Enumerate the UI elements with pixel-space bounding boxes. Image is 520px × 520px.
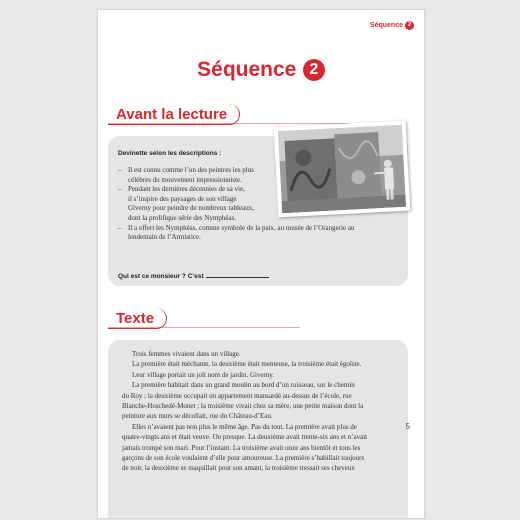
list-line: dont la prolifique série des Nymphéas. bbox=[128, 213, 237, 222]
corner-tag-label: Séquence bbox=[369, 22, 403, 29]
book-page bbox=[98, 10, 424, 518]
sequence-number-badge: 2 bbox=[303, 59, 325, 81]
text-line: garçons de son école voulaient d’elle pour amoureuse. La première s’habillait toujours bbox=[122, 454, 365, 463]
sequence-title-word: Séquence bbox=[197, 58, 297, 81]
riddle-question-text: Qui est ce monsieur ? C’est bbox=[118, 273, 204, 280]
story-text bbox=[122, 349, 400, 474]
section-heading-text: Avant la lecture bbox=[116, 105, 228, 123]
list-line: Giverny pour peindre de nombreux tableaux, bbox=[128, 204, 254, 213]
list-line: lendemain de l’Armistice. bbox=[128, 233, 201, 242]
text-line: Blanche-Hoschedé-Monet ; la troisième vivait chez sa mère, une petite maison dont la bbox=[122, 402, 364, 411]
list-item bbox=[118, 224, 408, 243]
list-line: il s’inspire des paysages de son village bbox=[128, 194, 237, 203]
riddle-label: Devinette selon les descriptions : bbox=[118, 150, 222, 157]
list-dash: – bbox=[118, 166, 122, 174]
text-line: quatre-vingts ans et était veuve. Ou presque. La deuxième avait trente-six ans et n’avait bbox=[122, 433, 368, 442]
list-line: Il a offert les Nymphéas, comme symbole de la paix, au musée de l’Orangerie au bbox=[128, 223, 355, 232]
painter-photo bbox=[274, 121, 411, 218]
text-line: peinture aux murs se décollait, rue du Château-d’Eau. bbox=[122, 412, 273, 421]
text-line: La première habitait dans un grand moulin au bord d’un ruisseau, sur le chemin bbox=[132, 381, 355, 390]
list-line: célèbres du mouvement impressionniste. bbox=[128, 175, 242, 184]
text-line: jamais trompé son mari. Pour l’instant. La troisième avait onze ans bientôt et tous les bbox=[122, 443, 361, 452]
answer-blank[interactable] bbox=[206, 277, 268, 278]
sequence-title bbox=[98, 58, 424, 82]
text-line: Trois femmes vivaient dans un village. bbox=[132, 350, 241, 358]
text-line: La première était méchante, la deuxième était menteuse, la troisième était égoïste. bbox=[132, 360, 362, 369]
section-tab bbox=[108, 104, 240, 125]
riddle-question: Qui est ce monsieur ? C’est . bbox=[118, 273, 270, 280]
text-line: Leur village portait un joli nom de jardin. Giverny. bbox=[132, 370, 275, 379]
text-box bbox=[108, 340, 408, 518]
text-line: de noir, la deuxième se maquillait pour son amant, la troisième tressait ses cheveux bbox=[122, 464, 355, 473]
sequence-corner-tag bbox=[370, 21, 414, 30]
text-line: du Roy ; la deuxième occupait un appartement mansardé au-dessus de l’école, rue bbox=[122, 391, 352, 400]
page-number: 5 bbox=[405, 422, 410, 431]
section-tab bbox=[108, 308, 167, 329]
list-dash: – bbox=[118, 223, 122, 232]
list-line: Il est connu comme l’un des peintres les plus bbox=[128, 166, 254, 174]
text-line: Elles n’avaient pas non plus le même âge. Pas du tout. La première avait plus de bbox=[132, 422, 357, 431]
section-heading-avant bbox=[108, 104, 338, 126]
list-dash: – bbox=[118, 185, 122, 194]
corner-tag-number: 2 bbox=[405, 21, 414, 30]
section-heading-texte bbox=[108, 308, 288, 330]
painter-in-studio-illustration bbox=[278, 125, 406, 213]
section-heading-text: Texte bbox=[116, 309, 155, 327]
list-line: Pendant les dernières décennies de sa vie, bbox=[128, 185, 245, 194]
